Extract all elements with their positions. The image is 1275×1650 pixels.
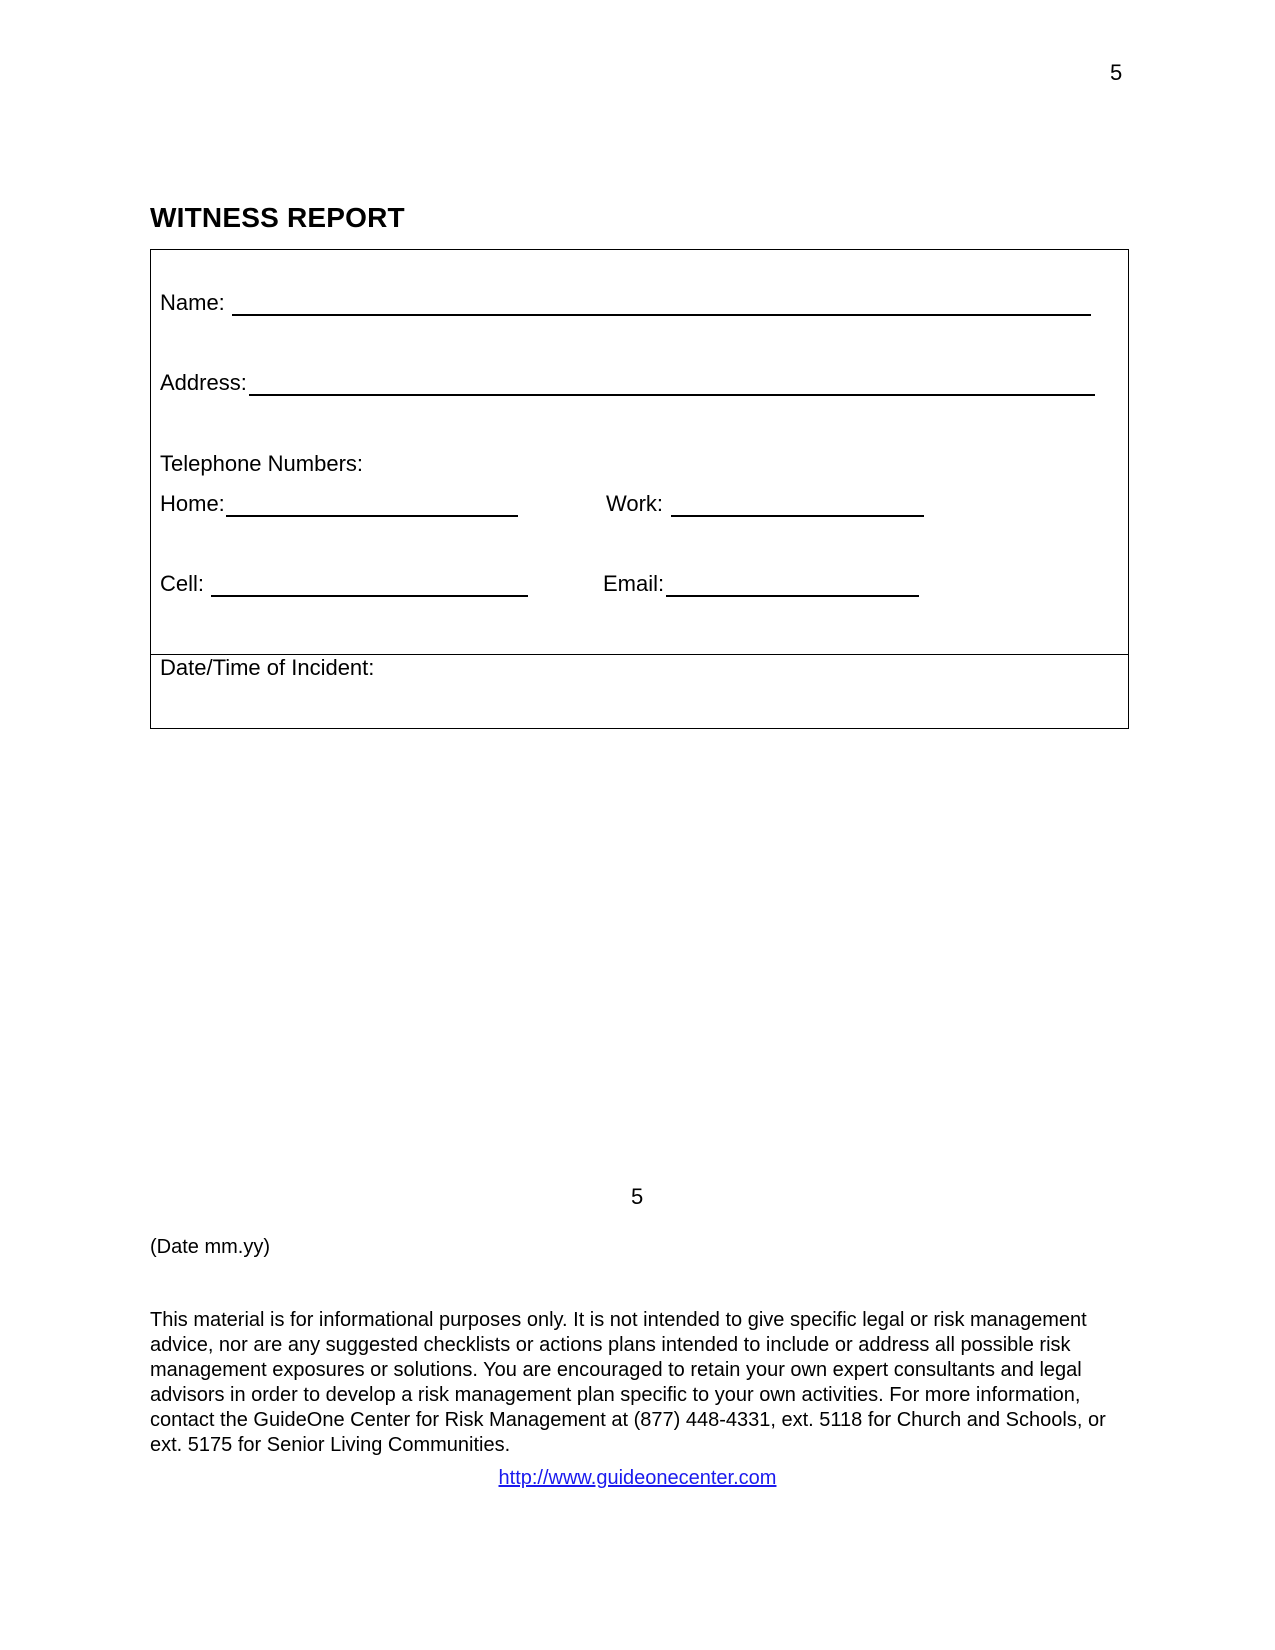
page-number-bottom: 5 xyxy=(631,1184,644,1209)
website-link-container xyxy=(0,1467,1275,1490)
incident-datetime-label: Date/Time of Incident: xyxy=(160,655,375,680)
email-label: Email: xyxy=(603,571,665,596)
cell-phone-field-line[interactable] xyxy=(211,595,528,597)
home-phone-field-line[interactable] xyxy=(226,515,518,517)
website-link[interactable]: http://www.guideonecenter.com xyxy=(498,1467,777,1489)
address-label: Address: xyxy=(160,370,247,395)
work-label: Work: xyxy=(606,491,664,516)
page-title: WITNESS REPORT xyxy=(150,202,405,233)
disclaimer-text: This material is for informational purposes only. It is not intended to give specific legal or risk management advice, nor are any suggested checklists or actions plans intended to include or address all possible risk management exposures or solutions. You are encouraged to retain your own expert consultants and legal advisors in order to develop a risk management plan specific to your own activities. For more information, contact the GuideOne Center for Risk Management at (877) 448-4331, ext. 5118 for Church and Schools, or ext. 5175 for Senior Living Communities. xyxy=(150,1309,1106,1456)
name-field-line[interactable] xyxy=(232,314,1091,316)
telephone-label: Telephone Numbers: xyxy=(160,451,364,476)
name-label: Name: xyxy=(160,290,225,315)
page-number-top: 5 xyxy=(1110,60,1123,85)
home-label: Home: xyxy=(160,491,225,516)
work-phone-field-line[interactable] xyxy=(671,515,924,517)
email-field-line[interactable] xyxy=(666,595,919,597)
cell-label: Cell: xyxy=(160,571,205,596)
address-field-line[interactable] xyxy=(249,394,1095,396)
date-note: (Date mm.yy) xyxy=(150,1236,270,1258)
